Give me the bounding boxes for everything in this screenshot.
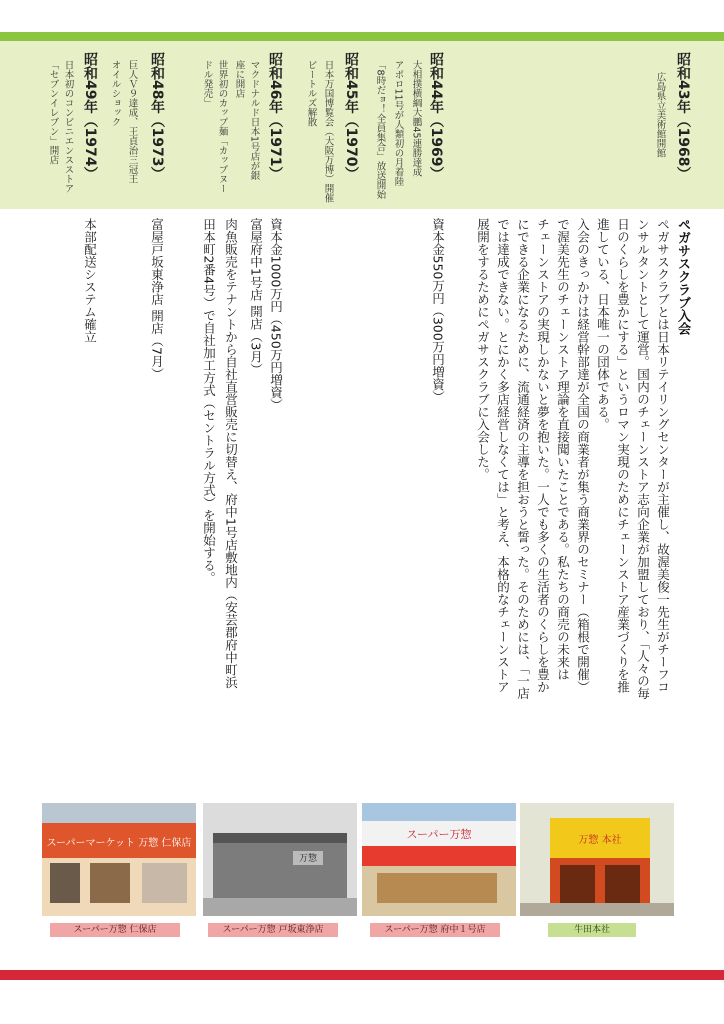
store-photo-tosaka <box>203 803 357 916</box>
timeline-event: 巨人Ｖ９達成、王貞治三冠王 <box>126 60 138 184</box>
timeline-event: アポロ11号が人類初の月着陸 <box>392 60 404 187</box>
body-line: 進している、日本唯一の団体である。 <box>595 218 611 431</box>
timeline-era-1973: 昭和48年（1973） <box>149 52 165 181</box>
body-line: にできる企業になるために、流通経済の主導を担おうと誓った。そのためには、「一店 <box>515 218 531 700</box>
timeline-event: 座に開店 <box>233 60 245 98</box>
body-line: 資本金1000万円（450万円増資） <box>268 218 284 412</box>
timeline-era-1971: 昭和46年（1971） <box>267 52 283 181</box>
body-line: チェーンストアの実現しかないと夢を抱いた。一人でも多くの生活者のくらしを豊か <box>535 218 551 693</box>
body-line: では達成できない。とにかく多店経営しなくては」と考え、本格的なチェーンストア <box>495 218 511 693</box>
timeline-event: 日本万国博覧会（大阪万博）開催 <box>322 60 334 203</box>
body-line: 入会のきっかけは経営幹部達が全国の商業者が集う商業界のセミナー（箱根で開催） <box>575 218 591 693</box>
timeline-band <box>0 41 724 209</box>
photo-caption: 牛田本社 <box>548 923 636 937</box>
body-line: 肉魚販売をテナントから自社直営販売に切替え、府中1号店敷地内（安芸郡府中町浜 <box>223 218 239 689</box>
timeline-event: 世界初のカップ麺「カップヌー <box>216 60 228 193</box>
store-sign-text: スーパーマーケット 万惣 仁保店 <box>46 838 192 849</box>
store-sign-text: 万惣 本社 <box>578 835 622 846</box>
timeline-era-1974: 昭和49年（1974） <box>82 52 98 181</box>
timeline-event: 日本初のコンビニエンスストア <box>62 60 74 193</box>
body-line-1973: 富屋戸坂東浄店 開店（7月） <box>149 218 165 380</box>
body-line: ンサルタントとして運営。国内のチェーンストア志向企業が加盟しており、「人々の毎 <box>635 218 651 700</box>
store-photo-ushita-hq <box>520 803 674 916</box>
bottom-accent-bar <box>0 970 724 980</box>
timeline-event: 大相撲横綱大鵬45連勝達成 <box>410 60 422 177</box>
photo-caption: スーパー万惣 府中１号店 <box>370 923 500 937</box>
photo-caption: スーパー万惣 戸坂東浄店 <box>208 923 338 937</box>
timeline-era-1968: 昭和43年（1968） <box>675 52 691 181</box>
body-line: 富屋府中1号店 開店（3月） <box>248 218 264 376</box>
body-line: で渥美先生のチェーンストア理論を直接聞いたことである。私たちの商売の未来は <box>555 218 571 681</box>
body-line: 日のくらしを豊かにする」というロマン実現のためにチェーンストア産業づくりを推 <box>615 218 631 693</box>
timeline-event: オイルショック <box>109 60 121 127</box>
store-sign-text: スーパー万惣 <box>406 828 472 841</box>
section-heading-pegasus: ペガサスクラブ入会 <box>675 218 690 335</box>
body-line: ペガサスクラブとは日本リテイリングセンターが主催し、故渥美俊一先生がチーフコ <box>655 218 671 693</box>
timeline-era-1969: 昭和44年（1969） <box>428 52 444 181</box>
top-accent-bar <box>0 32 724 41</box>
body-line-1974: 本部配送システム確立 <box>82 218 98 343</box>
photo-caption: スーパー万惣 仁保店 <box>50 923 180 937</box>
timeline-event: マクドナルド日本1号店が銀 <box>248 60 260 181</box>
capital-1969: 資本金550万円（300万円増資） <box>430 218 446 404</box>
timeline-era-1970: 昭和45年（1970） <box>343 52 359 181</box>
timeline-event: ドル発売」 <box>201 60 213 108</box>
timeline-event: 広島県立美術館開館 <box>654 72 666 158</box>
body-line: 展開をするためにペガサスクラブに入会した。 <box>475 218 491 481</box>
store-sign-text: 万惣 <box>298 854 318 864</box>
body-line: 田本町2番4号）で自社加工方式（セントラル方式）を開始する。 <box>201 218 217 584</box>
timeline-event: 「8時だョ！全員集合」放送開始 <box>374 60 386 200</box>
store-photo-niho <box>42 803 196 916</box>
store-photo-fuchu <box>362 803 516 916</box>
timeline-event: 「セブンイレブン」開店 <box>47 60 59 165</box>
timeline-event: ビートルズ解散 <box>305 60 317 127</box>
